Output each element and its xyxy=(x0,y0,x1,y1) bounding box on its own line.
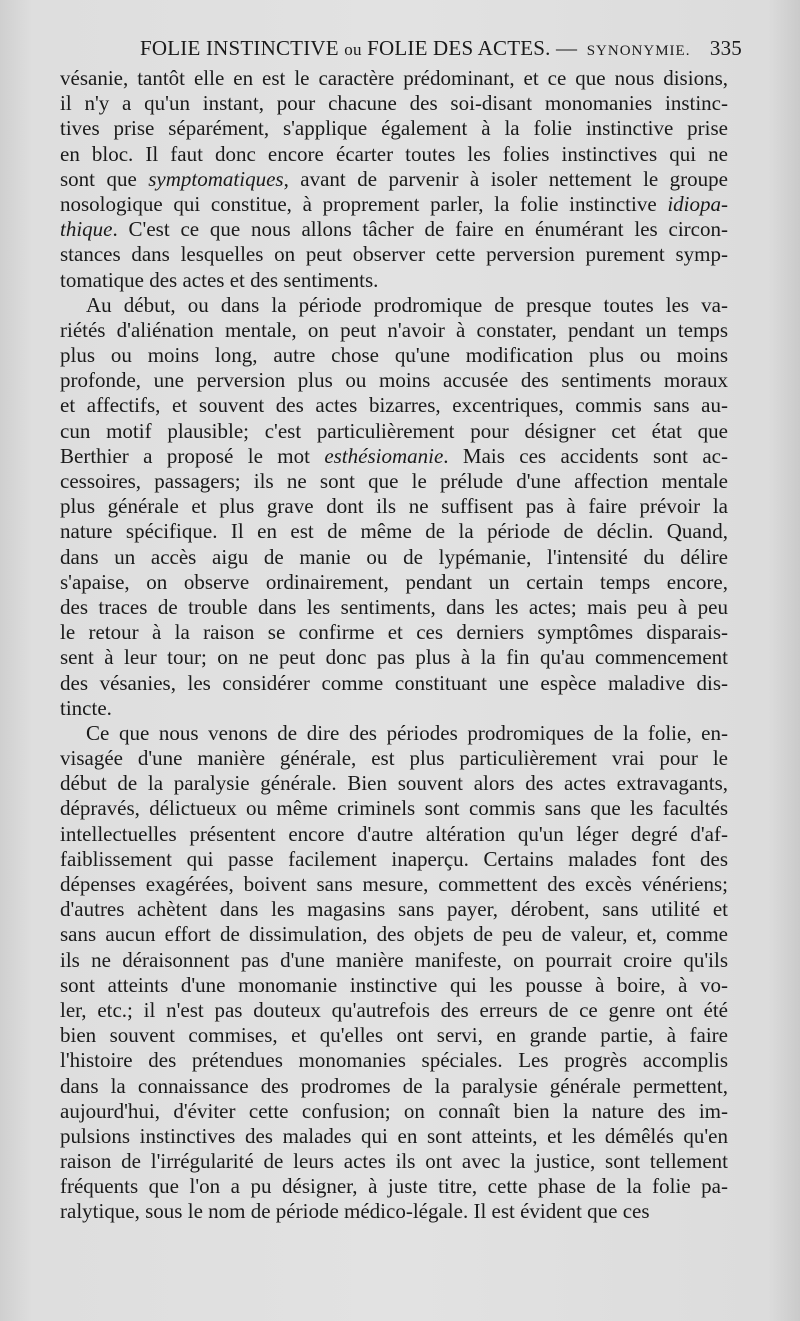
text-line xyxy=(60,343,728,368)
text-segment: sans aucun effort de dissimulation, des objets de peu de valeur, et, comme xyxy=(60,922,728,947)
page-number: 335 xyxy=(709,36,742,60)
text-line xyxy=(60,1048,728,1073)
text-segment: bien souvent commises, et qu'elles ont servi, en grande partie, à faire xyxy=(60,1023,728,1048)
text-segment: dépenses exagérées, boivent sans mesure, commettent des excès vénériens; xyxy=(60,872,728,896)
text-line xyxy=(60,872,728,897)
text-segment: s'apaise, on observe ordinairement, pendant un certain temps encore, xyxy=(60,569,728,594)
text-line xyxy=(60,796,728,821)
text-segment: en bloc. Il faut donc encore écarter toutes les folies instinctives qui ne xyxy=(60,141,728,166)
text-segment: faiblissement qui passe facilement inaperçu. Certains malades font des xyxy=(60,846,728,871)
text-line xyxy=(60,444,728,469)
text-segment: ils ne déraisonnent pas d'une manière manifeste, on pourrait croire qu'ils xyxy=(60,947,728,972)
text-segment: aujourd'hui, d'éviter cette confusion; on connaît bien la nature des im- xyxy=(60,1098,728,1123)
text-line xyxy=(60,116,728,141)
text-segment: sont atteints d'une monomanie instinctive qui les pousse à boire, à vo- xyxy=(60,972,728,997)
text-line xyxy=(60,1174,728,1199)
text-segment: dans la connaissance des prodromes de la paralysie générale permettent, xyxy=(60,1073,728,1098)
text-line xyxy=(60,469,728,494)
text-line xyxy=(60,922,728,947)
text-line xyxy=(60,1023,728,1048)
text-segment: tincte. xyxy=(60,695,112,720)
text-segment: Ce que nous venons de dire des périodes prodromiques de la folie, en- xyxy=(86,720,728,745)
text-segment: plus générale et plus grave dont ils ne suffisent pas à faire prévoir la xyxy=(60,494,728,519)
text-segment: fréquents que l'on a pu désigner, à juste titre, cette phase de la folie pa- xyxy=(60,1174,728,1199)
text-segment: ralytique, sous le nom de période médico-légale. Il est évident que ces xyxy=(60,1199,650,1224)
text-line xyxy=(60,1074,728,1099)
italic-term: thique xyxy=(60,217,113,242)
text-segment: tives prise séparément, s'applique également à la folie instinctive prise xyxy=(60,116,728,141)
running-head-title xyxy=(140,36,690,61)
text-line xyxy=(60,973,728,998)
text-line xyxy=(60,948,728,973)
text-line xyxy=(60,721,728,746)
text-line xyxy=(60,1124,728,1149)
running-head-title-b: FOLIE DES ACTES. xyxy=(367,36,551,60)
italic-term: idiopa- xyxy=(667,191,728,216)
italic-term: esthésiomanie xyxy=(324,443,444,468)
text-segment: intellectuelles présentent encore d'autre altération qu'un léger degré d'af- xyxy=(60,821,728,846)
text-segment: stances dans lesquelles on peut observer cette perversion purement symp- xyxy=(60,242,728,267)
text-segment: début de la paralysie générale. Bien souvent alors des actes extravagants, xyxy=(60,771,728,796)
text-segment: visagée d'une manière générale, est plus particulièrement vrai pour le xyxy=(60,746,728,771)
text-segment: sent à leur tour; on ne peut donc pas plus à la fin qu'au commencement xyxy=(60,645,728,670)
text-segment: Au début, ou dans la période prodromique de presque toutes les va- xyxy=(86,292,728,317)
text-segment: cessoires, passagers; ils ne sont que le prélude d'une affection mentale xyxy=(60,469,728,493)
text-segment: d'autres achètent dans les magasins sans payer, dérobent, sans utilité et xyxy=(60,897,728,922)
text-line xyxy=(60,192,728,217)
text-line xyxy=(60,620,728,645)
text-segment: . C'est ce que nous allons tâcher de faire en énumérant les circon- xyxy=(112,217,728,242)
text-segment: tomatique des actes et des sentiments. xyxy=(60,267,379,292)
text-segment: dans un accès aigu de manie ou de lypémanie, l'intensité du délire xyxy=(60,544,728,569)
text-segment: cun motif plausible; c'est particulièrement pour désigner cet état que xyxy=(60,418,728,443)
text-segment: plus ou moins long, autre chose qu'une modification plus ou moins xyxy=(60,343,728,368)
text-line xyxy=(60,66,728,91)
text-segment: . Mais ces accidents sont ac- xyxy=(443,443,728,468)
italic-term: symptomatiques xyxy=(148,166,284,191)
text-line xyxy=(60,822,728,847)
running-head xyxy=(60,30,740,64)
body-text xyxy=(60,66,728,1225)
text-line xyxy=(60,847,728,872)
text-line xyxy=(60,368,728,393)
text-segment: nosologique qui constitue, à proprement parler, la folie instinctive xyxy=(60,191,668,216)
text-segment: nature spécifique. Il en est de même de la période de déclin. Quand, xyxy=(60,519,728,544)
text-segment: il n'y a qu'un instant, pour chacune des soi-disant monomanies instinc- xyxy=(60,91,728,116)
text-segment: profonde, une perversion plus ou moins accusée des sentiments moraux xyxy=(60,368,728,393)
text-line xyxy=(60,1099,728,1124)
text-segment: vésanie, tantôt elle en est le caractère prédominant, et ce que nous disions, xyxy=(60,66,728,90)
text-line xyxy=(60,1199,728,1224)
text-segment: des vésanies, les considérer comme constituant une espèce maladive dis- xyxy=(60,670,728,695)
text-line xyxy=(60,318,728,343)
text-line xyxy=(60,746,728,771)
text-line xyxy=(60,519,728,544)
text-segment: raison de l'irrégularité de leurs actes ils ont avec la justice, sont tellement xyxy=(60,1149,728,1174)
running-head-ou: ou xyxy=(344,40,362,59)
text-line xyxy=(60,242,728,267)
text-line xyxy=(60,393,728,418)
running-head-title-a: FOLIE INSTINCTIVE xyxy=(140,36,339,60)
text-line xyxy=(60,268,728,293)
text-segment: , avant de parvenir à isoler nettement le groupe xyxy=(283,166,728,191)
text-line xyxy=(60,570,728,595)
text-line xyxy=(60,771,728,796)
text-line xyxy=(60,419,728,444)
text-line xyxy=(60,1149,728,1174)
text-segment: le retour à la raison se confirme et ces derniers symptômes disparais- xyxy=(60,620,728,645)
text-segment: et affectifs, et souvent des actes bizarres, excentriques, commis sans au- xyxy=(60,393,728,418)
text-segment: ler, etc.; il n'est pas douteux qu'autrefois des erreurs de ce genre ont été xyxy=(60,997,728,1022)
text-line xyxy=(60,998,728,1023)
running-head-dash: — xyxy=(556,36,578,60)
text-segment: des traces de trouble dans les sentiments, dans les actes; mais peu à peu xyxy=(60,594,728,619)
text-segment: Berthier a proposé le mot xyxy=(60,443,325,468)
text-segment: sont que xyxy=(60,166,149,191)
text-segment: riétés d'aliénation mentale, on peut n'avoir à constater, pendant un temps xyxy=(60,317,728,342)
text-line xyxy=(60,696,728,721)
running-head-section: SYNONYMIE. xyxy=(586,43,691,59)
text-line xyxy=(60,595,728,620)
text-line xyxy=(60,494,728,519)
text-segment: pulsions instinctives des malades qui en sont atteints, et les démêlés qu'en xyxy=(60,1123,728,1148)
text-line xyxy=(60,545,728,570)
text-line xyxy=(60,671,728,696)
text-line xyxy=(60,897,728,922)
text-line xyxy=(60,645,728,670)
text-line xyxy=(60,91,728,116)
text-segment: l'histoire des prétendues monomanies spéciales. Les progrès accomplis xyxy=(60,1048,728,1073)
text-line xyxy=(60,142,728,167)
text-segment: dépravés, délictueux ou même criminels sont commis sans que les facultés xyxy=(60,796,728,821)
text-line xyxy=(60,293,728,318)
text-line xyxy=(60,167,728,192)
text-line xyxy=(60,217,728,242)
